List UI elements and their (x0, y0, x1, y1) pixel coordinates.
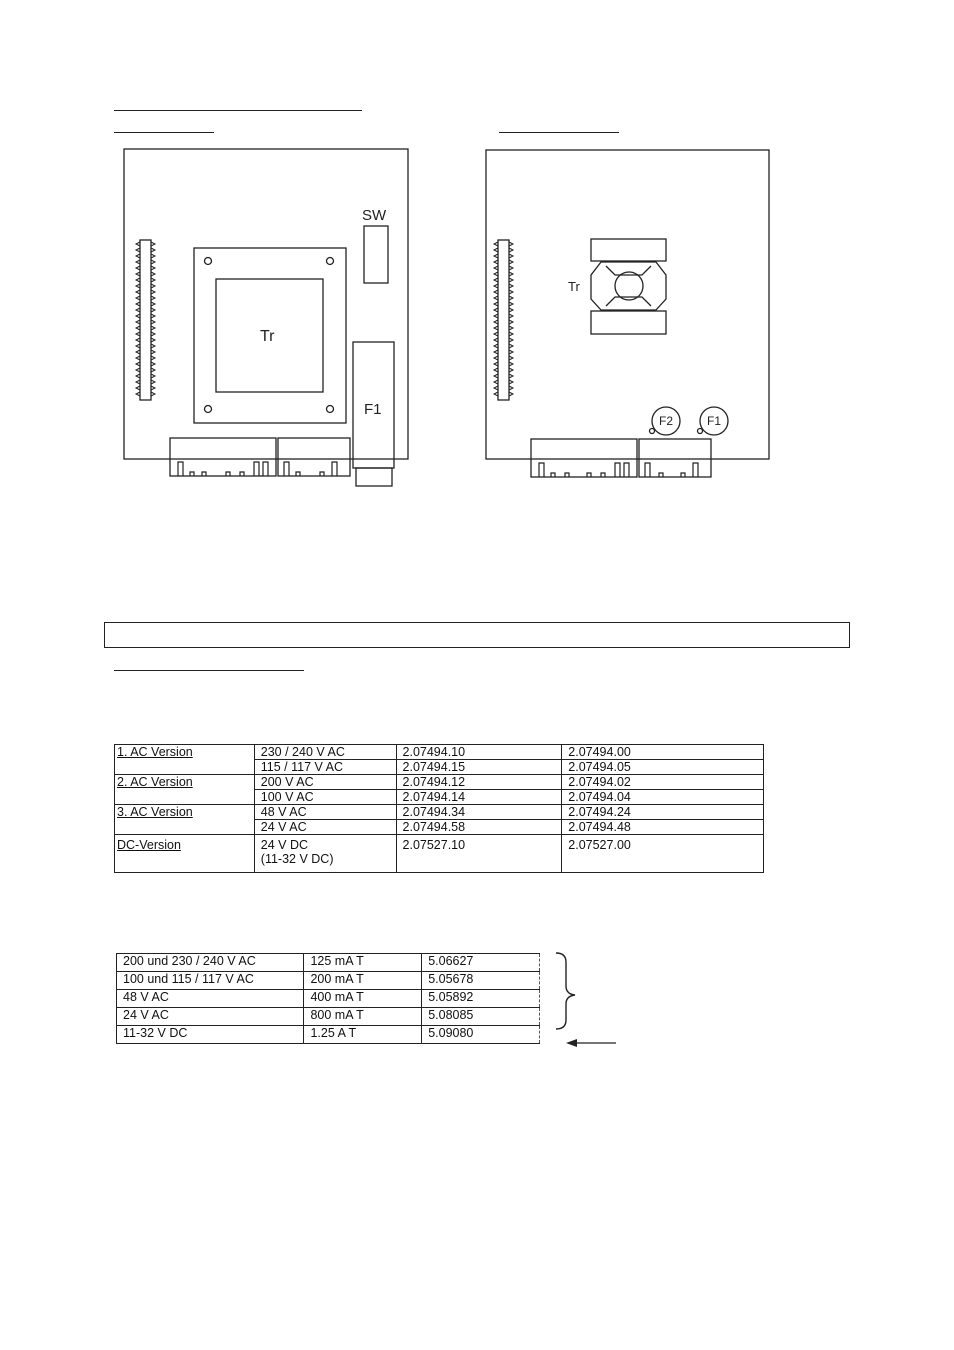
code-a-cell: 2.07494.15 (396, 760, 562, 775)
section-underline (114, 670, 304, 671)
pin-mark (494, 344, 513, 348)
code-a-cell: 2.07494.10 (396, 745, 562, 760)
pin-mark (494, 368, 513, 372)
left-caption-underline (114, 132, 214, 133)
pin-mark (494, 314, 513, 318)
code-a-cell: 2.07494.12 (396, 775, 562, 790)
pin-mark (136, 284, 155, 288)
code-b-cell: 2.07527.00 (562, 835, 764, 873)
pin-mark (494, 260, 513, 264)
voltage-cell: 100 V AC (254, 790, 396, 805)
table-row (115, 805, 764, 820)
pin-mark (494, 362, 513, 366)
part-cell: 5.08085 (422, 1008, 540, 1026)
supply-cell: 200 und 230 / 240 V AC (117, 954, 304, 972)
versions-table (114, 744, 764, 873)
supply-cell: 11-32 V DC (117, 1026, 304, 1044)
supply-cell: 24 V AC (117, 1008, 304, 1026)
group-label: 2. AC Version (117, 775, 193, 789)
part-cell: 5.09080 (422, 1026, 540, 1044)
group-label: 1. AC Version (117, 745, 193, 759)
pin-mark (494, 242, 513, 246)
table-row (117, 1026, 540, 1044)
pin-mark (136, 308, 155, 312)
pin-mark (136, 356, 155, 360)
pin-mark (136, 338, 155, 342)
code-b-cell: 2.07494.00 (562, 745, 764, 760)
code-a-cell: 2.07494.14 (396, 790, 562, 805)
right-caption-underline (499, 132, 619, 133)
pin-mark (136, 254, 155, 258)
pin-mark (494, 326, 513, 330)
pin-mark (136, 392, 155, 396)
pin-mark (494, 302, 513, 306)
code-a-cell: 2.07494.34 (396, 805, 562, 820)
pin-mark (494, 278, 513, 282)
rating-cell: 125 mA T (304, 954, 422, 972)
table-row (117, 990, 540, 1008)
arrow-left-icon (566, 1039, 616, 1047)
section-box (104, 622, 850, 648)
pin-mark (494, 272, 513, 276)
pin-mark (136, 380, 155, 384)
pin-mark (136, 278, 155, 282)
pin-mark (494, 254, 513, 258)
pin-mark (136, 320, 155, 324)
pin-mark (494, 296, 513, 300)
voltage-cell: 24 V AC (254, 820, 396, 835)
fuse-label: F1 (364, 401, 382, 418)
pin-mark (494, 284, 513, 288)
rating-cell: 400 mA T (304, 990, 422, 1008)
left-board-diagram (114, 142, 414, 492)
pin-mark (136, 350, 155, 354)
transformer-label: Tr (568, 279, 580, 294)
pin-mark (136, 242, 155, 246)
pin-mark (136, 386, 155, 390)
pin-mark (136, 260, 155, 264)
pin-mark (494, 332, 513, 336)
code-a-cell: 2.07527.10 (396, 835, 562, 873)
table-row (115, 790, 764, 805)
pin-mark (136, 314, 155, 318)
table-row (115, 835, 764, 873)
code-b-cell: 2.07494.02 (562, 775, 764, 790)
part-cell: 5.05892 (422, 990, 540, 1008)
switch-label: SW (362, 207, 387, 224)
code-b-cell: 2.07494.24 (562, 805, 764, 820)
rating-cell: 1.25 A T (304, 1026, 422, 1044)
pin-mark (494, 350, 513, 354)
pin-mark (136, 248, 155, 252)
pin-mark (136, 272, 155, 276)
pin-mark (136, 332, 155, 336)
code-b-cell: 2.07494.04 (562, 790, 764, 805)
voltage-cell: 115 / 117 V AC (254, 760, 396, 775)
pin-mark (494, 380, 513, 384)
pin-mark (494, 386, 513, 390)
curly-brace-icon (556, 953, 575, 1029)
code-b-cell: 2.07494.48 (562, 820, 764, 835)
pin-mark (494, 248, 513, 252)
pin-mark (494, 374, 513, 378)
pin-mark (494, 338, 513, 342)
supply-cell: 48 V AC (117, 990, 304, 1008)
voltage-cell: 230 / 240 V AC (254, 745, 396, 760)
group-label: 3. AC Version (117, 805, 193, 819)
table-row (117, 1008, 540, 1026)
table-row (115, 775, 764, 790)
code-b-cell: 2.07494.05 (562, 760, 764, 775)
table-row (117, 972, 540, 990)
voltage-cell: 24 V DC (260, 838, 309, 852)
code-a-cell: 2.07494.58 (396, 820, 562, 835)
fuse-f2-label: F2 (659, 414, 674, 428)
rating-cell: 200 mA T (304, 972, 422, 990)
pin-mark (136, 302, 155, 306)
pin-mark (494, 266, 513, 270)
pin-mark (136, 368, 155, 372)
fuse-f1-label: F1 (707, 414, 722, 428)
supply-cell: 100 und 115 / 117 V AC (117, 972, 304, 990)
pin-mark (136, 296, 155, 300)
part-cell: 5.05678 (422, 972, 540, 990)
group-label: DC-Version (117, 838, 181, 852)
part-cell: 5.06627 (422, 954, 540, 972)
rating-cell: 800 mA T (304, 1008, 422, 1026)
table-row (115, 820, 764, 835)
pin-mark (494, 308, 513, 312)
pin-mark (136, 374, 155, 378)
pin-mark (494, 320, 513, 324)
fuses-table (116, 953, 540, 1044)
pin-mark (136, 344, 155, 348)
table-row (115, 760, 764, 775)
pin-mark (136, 266, 155, 270)
table-row (117, 954, 540, 972)
pin-mark (494, 392, 513, 396)
pin-mark (136, 326, 155, 330)
brace-and-arrow (550, 950, 620, 1050)
voltage-range: (11-32 V DC) (260, 852, 334, 866)
pin-mark (136, 290, 155, 294)
pin-mark (136, 362, 155, 366)
heading-underline (114, 110, 362, 111)
pin-mark (494, 356, 513, 360)
table-row (115, 745, 764, 760)
pin-mark (494, 290, 513, 294)
voltage-cell: 200 V AC (254, 775, 396, 790)
transformer-label: Tr (260, 328, 275, 345)
voltage-cell: 48 V AC (254, 805, 396, 820)
right-board-diagram (478, 142, 778, 492)
